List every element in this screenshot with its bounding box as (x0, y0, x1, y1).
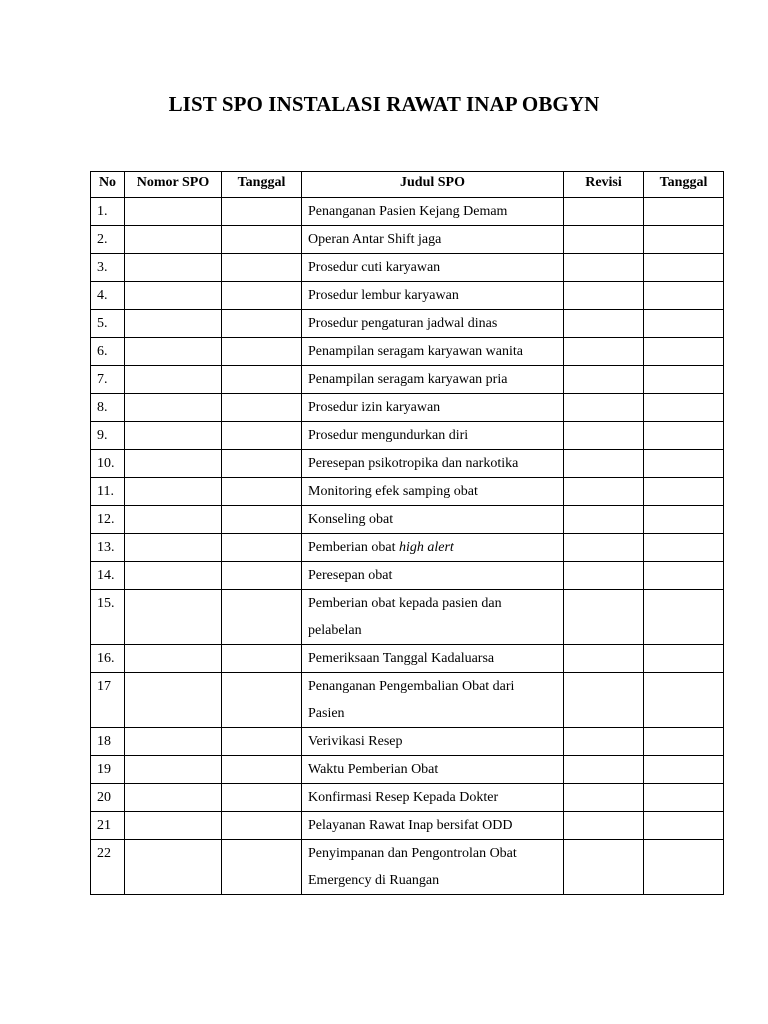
document-title: LIST SPO INSTALASI RAWAT INAP OBGYN (168, 92, 600, 116)
tanggal-revisi-cell (644, 282, 724, 310)
row-number-cell: 7. (91, 366, 125, 394)
revisi-cell (564, 198, 644, 226)
revisi-cell (564, 590, 644, 645)
table-row (91, 562, 724, 590)
revisi-cell (564, 422, 644, 450)
judul-text: Konseling obat (308, 512, 394, 527)
judul-text: Penanganan Pasien Kejang Demam (308, 204, 508, 219)
judul-spo-cell (302, 338, 564, 366)
column-header-nomor-spo: Nomor SPO (125, 172, 222, 198)
table-row (91, 254, 724, 282)
nomor-spo-cell (125, 506, 222, 534)
nomor-spo-cell (125, 366, 222, 394)
revisi-cell (564, 840, 644, 895)
judul-spo-cell (302, 812, 564, 840)
column-header-tanggal: Tanggal (222, 172, 302, 198)
judul-spo-cell (302, 645, 564, 673)
judul-text: Pemberian obat kepada pasien dan (308, 596, 502, 611)
nomor-spo-cell (125, 198, 222, 226)
judul-text: Pemeriksaan Tanggal Kadaluarsa (308, 651, 495, 666)
judul-text: Prosedur izin karyawan (308, 400, 441, 415)
tanggal-revisi-cell (644, 673, 724, 728)
tanggal-cell (222, 478, 302, 506)
row-number-cell: 1. (91, 198, 125, 226)
tanggal-cell (222, 198, 302, 226)
judul-spo-cell (302, 394, 564, 422)
nomor-spo-cell (125, 450, 222, 478)
nomor-spo-cell (125, 812, 222, 840)
tanggal-revisi-cell (644, 254, 724, 282)
row-number-cell: 13. (91, 534, 125, 562)
column-header-no: No (91, 172, 125, 198)
row-number-cell: 21 (91, 812, 125, 840)
revisi-cell (564, 784, 644, 812)
row-number-cell: 12. (91, 506, 125, 534)
judul-text: Konfirmasi Resep Kepada Dokter (308, 790, 499, 805)
table-row (91, 422, 724, 450)
nomor-spo-cell (125, 728, 222, 756)
judul-text-line2: pelabelan (308, 623, 362, 638)
nomor-spo-cell (125, 478, 222, 506)
tanggal-cell (222, 226, 302, 254)
row-number-cell: 16. (91, 645, 125, 673)
tanggal-revisi-cell (644, 756, 724, 784)
revisi-cell (564, 254, 644, 282)
judul-text-line2: Pasien (308, 706, 345, 721)
judul-text: Pemberian obat (308, 540, 399, 555)
table-row (91, 784, 724, 812)
tanggal-revisi-cell (644, 478, 724, 506)
row-number-cell: 10. (91, 450, 125, 478)
revisi-cell (564, 673, 644, 728)
row-number-cell: 19 (91, 756, 125, 784)
row-number-cell: 8. (91, 394, 125, 422)
tanggal-cell (222, 254, 302, 282)
tanggal-revisi-cell (644, 590, 724, 645)
nomor-spo-cell (125, 673, 222, 728)
tanggal-cell (222, 282, 302, 310)
judul-spo-cell (302, 784, 564, 812)
tanggal-revisi-cell (644, 784, 724, 812)
table-row (91, 756, 724, 784)
tanggal-revisi-cell (644, 645, 724, 673)
table-row (91, 310, 724, 338)
table-row (91, 282, 724, 310)
judul-text: Peresepan psikotropika dan narkotika (308, 456, 519, 471)
table-row (91, 728, 724, 756)
judul-spo-cell (302, 254, 564, 282)
tanggal-cell (222, 590, 302, 645)
revisi-cell (564, 506, 644, 534)
row-number-cell: 20 (91, 784, 125, 812)
tanggal-revisi-cell (644, 728, 724, 756)
row-number-cell: 5. (91, 310, 125, 338)
table-row (91, 450, 724, 478)
row-number-cell: 11. (91, 478, 125, 506)
nomor-spo-cell (125, 282, 222, 310)
judul-spo-cell (302, 840, 564, 895)
judul-spo-cell (302, 756, 564, 784)
table-row (91, 366, 724, 394)
tanggal-cell (222, 562, 302, 590)
tanggal-cell (222, 756, 302, 784)
tanggal-revisi-cell (644, 366, 724, 394)
table-row (91, 673, 724, 728)
row-number-cell: 14. (91, 562, 125, 590)
judul-spo-cell (302, 673, 564, 728)
table-row (91, 840, 724, 895)
table-row (91, 645, 724, 673)
table-row (91, 590, 724, 645)
tanggal-cell (222, 310, 302, 338)
revisi-cell (564, 394, 644, 422)
table-row (91, 198, 724, 226)
nomor-spo-cell (125, 534, 222, 562)
tanggal-cell (222, 534, 302, 562)
nomor-spo-cell (125, 338, 222, 366)
tanggal-cell (222, 645, 302, 673)
nomor-spo-cell (125, 784, 222, 812)
tanggal-cell (222, 394, 302, 422)
nomor-spo-cell (125, 645, 222, 673)
judul-text: Penanganan Pengembalian Obat dari (308, 679, 515, 694)
judul-spo-cell (302, 282, 564, 310)
judul-spo-cell (302, 728, 564, 756)
nomor-spo-cell (125, 394, 222, 422)
revisi-cell (564, 310, 644, 338)
tanggal-cell (222, 450, 302, 478)
revisi-cell (564, 282, 644, 310)
nomor-spo-cell (125, 590, 222, 645)
tanggal-revisi-cell (644, 226, 724, 254)
tanggal-revisi-cell (644, 450, 724, 478)
table-header-row (91, 172, 724, 198)
table-row (91, 226, 724, 254)
column-header-revisi: Revisi (564, 172, 644, 198)
tanggal-revisi-cell (644, 812, 724, 840)
judul-spo-cell (302, 226, 564, 254)
table-body (91, 198, 724, 895)
judul-spo-cell (302, 478, 564, 506)
row-number-cell: 9. (91, 422, 125, 450)
tanggal-revisi-cell (644, 506, 724, 534)
judul-text: Waktu Pemberian Obat (308, 762, 439, 777)
tanggal-revisi-cell (644, 840, 724, 895)
nomor-spo-cell (125, 310, 222, 338)
tanggal-revisi-cell (644, 534, 724, 562)
row-number-cell: 6. (91, 338, 125, 366)
judul-spo-cell (302, 366, 564, 394)
nomor-spo-cell (125, 756, 222, 784)
nomor-spo-cell (125, 422, 222, 450)
judul-text-line2: Emergency di Ruangan (308, 873, 440, 888)
tanggal-revisi-cell (644, 198, 724, 226)
nomor-spo-cell (125, 840, 222, 895)
revisi-cell (564, 728, 644, 756)
row-number-cell: 2. (91, 226, 125, 254)
row-number-cell: 3. (91, 254, 125, 282)
tanggal-cell (222, 422, 302, 450)
tanggal-cell (222, 506, 302, 534)
judul-text: Penampilan seragam karyawan pria (308, 372, 508, 387)
nomor-spo-cell (125, 562, 222, 590)
tanggal-cell (222, 728, 302, 756)
judul-spo-cell (302, 198, 564, 226)
tanggal-revisi-cell (644, 338, 724, 366)
judul-text: Monitoring efek samping obat (308, 484, 478, 499)
judul-text: Penampilan seragam karyawan wanita (308, 344, 523, 359)
revisi-cell (564, 645, 644, 673)
judul-text: Prosedur cuti karyawan (308, 260, 441, 275)
judul-spo-cell (302, 590, 564, 645)
tanggal-cell (222, 673, 302, 728)
row-number-cell: 18 (91, 728, 125, 756)
tanggal-cell (222, 366, 302, 394)
tanggal-revisi-cell (644, 394, 724, 422)
tanggal-cell (222, 840, 302, 895)
judul-italic-text: high alert (398, 540, 454, 555)
judul-text: Prosedur lembur karyawan (308, 288, 459, 303)
column-header-judul-spo: Judul SPO (302, 172, 564, 198)
row-number-cell: 4. (91, 282, 125, 310)
revisi-cell (564, 562, 644, 590)
table-row (91, 506, 724, 534)
column-header-tanggal-revisi: Tanggal (644, 172, 724, 198)
judul-text: Peresepan obat (308, 568, 393, 583)
revisi-cell (564, 226, 644, 254)
judul-spo-cell (302, 422, 564, 450)
tanggal-cell (222, 784, 302, 812)
tanggal-cell (222, 338, 302, 366)
tanggal-revisi-cell (644, 562, 724, 590)
judul-spo-cell (302, 310, 564, 338)
judul-text: Prosedur pengaturan jadwal dinas (308, 316, 498, 331)
table-row (91, 812, 724, 840)
judul-spo-cell (302, 450, 564, 478)
judul-text: Penyimpanan dan Pengontrolan Obat (308, 846, 517, 861)
row-number-cell: 22 (91, 840, 125, 895)
judul-text: Verivikasi Resep (308, 734, 403, 749)
judul-spo-cell (302, 506, 564, 534)
judul-text: Operan Antar Shift jaga (308, 232, 442, 247)
table-row (91, 534, 724, 562)
revisi-cell (564, 366, 644, 394)
row-number-cell: 17 (91, 673, 125, 728)
table-row (91, 394, 724, 422)
revisi-cell (564, 450, 644, 478)
row-number-cell: 15. (91, 590, 125, 645)
judul-spo-cell (302, 534, 564, 562)
nomor-spo-cell (125, 254, 222, 282)
revisi-cell (564, 478, 644, 506)
judul-text: Prosedur mengundurkan diri (308, 428, 469, 443)
revisi-cell (564, 812, 644, 840)
tanggal-revisi-cell (644, 422, 724, 450)
revisi-cell (564, 756, 644, 784)
nomor-spo-cell (125, 226, 222, 254)
revisi-cell (564, 338, 644, 366)
spo-table (90, 171, 724, 895)
judul-text: Pelayanan Rawat Inap bersifat ODD (308, 818, 513, 833)
table-row (91, 338, 724, 366)
judul-spo-cell (302, 562, 564, 590)
tanggal-revisi-cell (644, 310, 724, 338)
table-row (91, 478, 724, 506)
tanggal-cell (222, 812, 302, 840)
revisi-cell (564, 534, 644, 562)
